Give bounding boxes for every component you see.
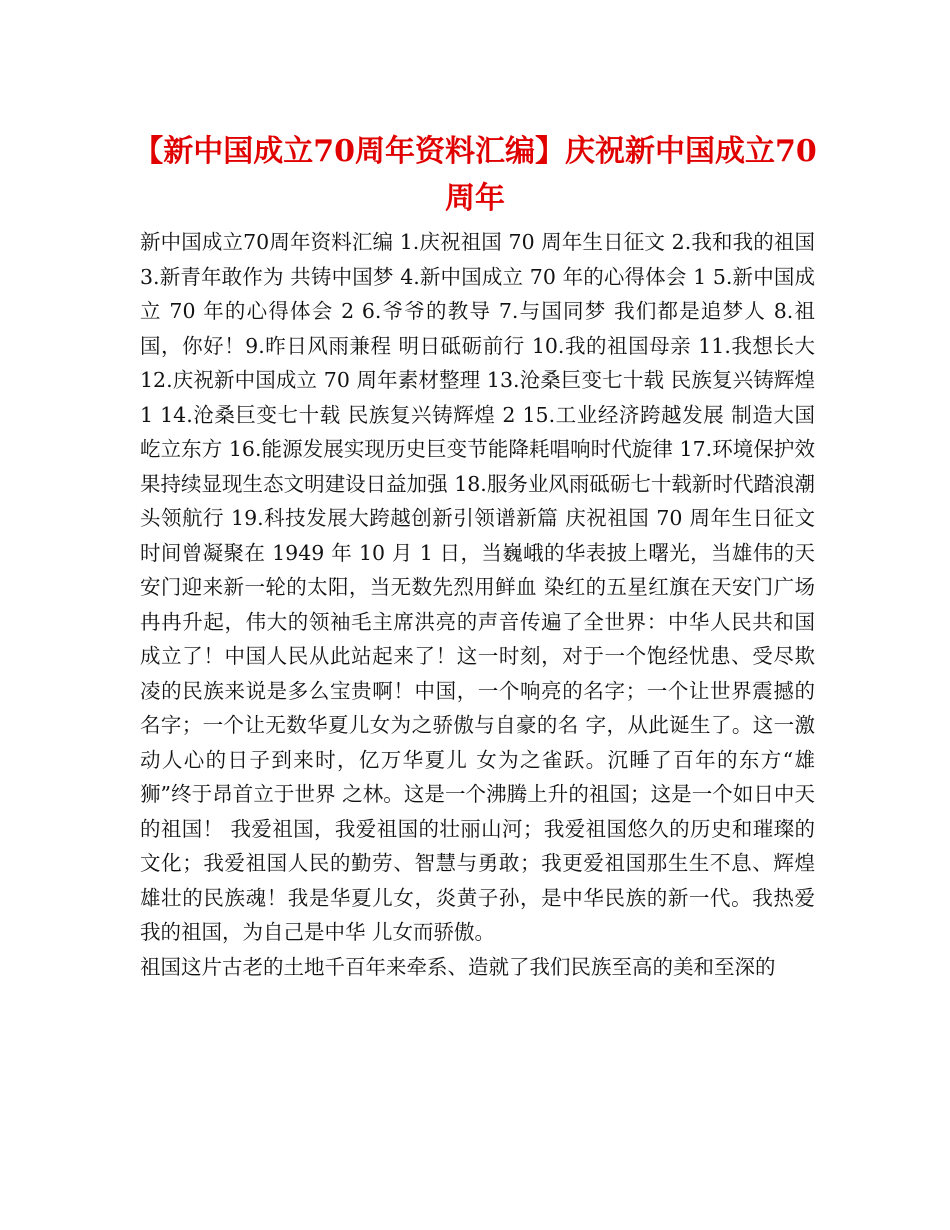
document-body [140,225,815,984]
body-paragraph-2: 祖国这片古老的土地千百年来牵系、造就了我们民族至高的美和至深的 [140,954,776,979]
body-paragraph-1: 新中国成立70周年资料汇编 1.庆祝祖国 70 周年生日征文 2.我和我的祖国 3.新青年敢作为 共铸中国梦 4.新中国成立 70 年的心得体会 1 5.新中国成立 70 年的心得体会 2 6.爷爷的教导 7.与国同梦 我们都是追梦人 8.祖国，你好！9.昨日风雨兼程 明日砥砺前行 10.我的祖国母亲 11.我想长大 12.庆祝新中国成立 70 周年素材整理 13.沧桑巨变七十载 民族复兴铸辉煌 1 14.沧桑巨变七十载 民族复兴铸辉煌 2 15.工业经济跨越发展 制造大国屹立东方 16.能源发展实现历史巨变节能降耗唱响时代旋律 17.环境保护效果持续显现生态文明建设日益加强 18.服务业风雨砥砺七十载新时代踏浪潮头领航行 19.科技发展大跨越创新引领谱新篇 庆祝祖国 70 周年生日征文 时间曾凝聚在 1949 年 10 月 1 日，当巍峨的华表披上曙光，当雄伟的天安门迎来新一轮的太阳，当无数先烈用鲜血 染红的五星红旗在天安门广场冉冉升起，伟大的领袖毛主席洪亮的声音传遍了全世界：中华人民共和国成立了！中国人民从此站起来了！这一时刻，对于一个饱经忧患、受尽欺凌的民族来说是多么宝贵啊！中国，一个响亮的名字；一个让世界震撼的名字；一个让无数华夏儿女为之骄傲与自豪的名 字，从此诞生了。这一激动人心的日子到来时，亿万华夏儿 女为之雀跃。沉睡了百年的东方“雄狮”终于昂首立于世界 之林。这是一个沸腾上升的祖国；这是一个如日中天的祖国！ 我爱祖国，我爱祖国的壮丽山河；我爱祖国悠久的历史和璀璨的文化；我爱祖国人民的勤劳、智慧与勇敢；我更爱祖国那生生不息、辉煌雄壮的民族魂！我是华夏儿女，炎黄子孙，是中华民族的新一代。我热爱我的祖国，为自己是中华 儿女而骄傲。 [140,230,815,944]
document-title: 【新中国成立70周年资料汇编】庆祝新中国成立70周年 [133,134,817,216]
